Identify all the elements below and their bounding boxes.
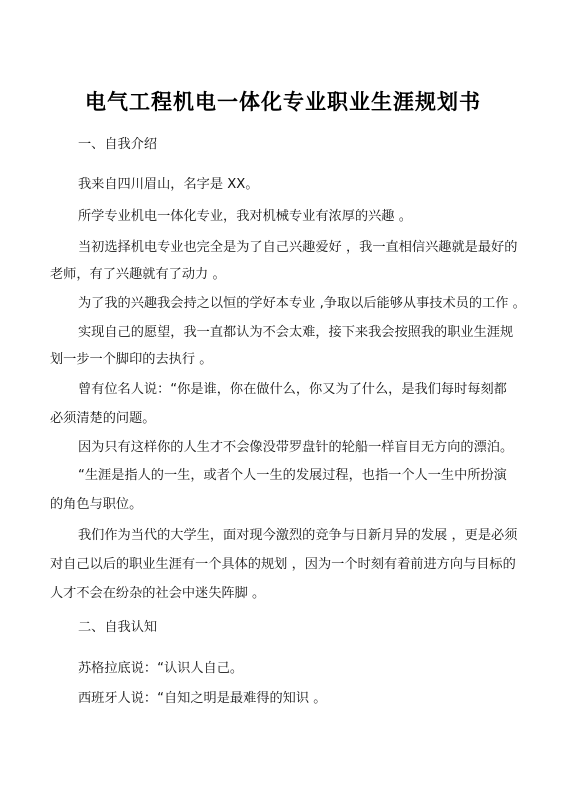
paragraph-line: 当初选择机电专业也完全是为了自己兴趣爱好 ，我一直相信兴趣就是最好的 xyxy=(78,240,518,255)
section-heading-self-awareness: 二、自我认知 xyxy=(78,620,158,635)
paragraph-line: 我来自四川眉山，名字是 XX。 xyxy=(78,177,259,192)
paragraph-line: 我们作为当代的大学生，面对现今激烈的竞争与日新月异的发展 ，更是必须 xyxy=(78,528,518,543)
paragraph-line: 的角色与职位。 xyxy=(50,497,143,512)
paragraph-line: 苏格拉底说：“认识人自己。 xyxy=(78,661,244,676)
paragraph-line: 老师，有了兴趣就有了动力 。 xyxy=(50,267,226,282)
paragraph-line: “生涯是指人的一生，或者个人一生的发展过程，也指一个人一生中所扮演 xyxy=(78,468,507,483)
paragraph-line: 所学专业机电一体化专业，我对机械专业有浓厚的兴趣 。 xyxy=(78,209,412,224)
paragraph-line: 为了我的兴趣我会持之以恒的学好本专业 ,争取以后能够从事技术员的工作 。 xyxy=(78,296,526,311)
paragraph-line: 划一步一个脚印的去执行 。 xyxy=(50,352,213,367)
paragraph-line: 西班牙人说：“自知之明是最难得的知识 。 xyxy=(78,691,327,706)
paragraph-line: 人才不会在纷杂的社会中迷失阵脚 。 xyxy=(50,586,266,601)
document-title: 电气工程机电一体化专业职业生涯规划书 xyxy=(85,89,481,114)
paragraph-line: 必须清楚的问题。 xyxy=(50,411,156,426)
paragraph-line: 曾有位名人说：“你是谁，你在做什么，你又为了什么，是我们每时每刻都 xyxy=(78,382,507,397)
paragraph-line: 因为只有这样你的人生才不会像没带罗盘针的轮船一样盲目无方向的漂泊。 xyxy=(78,440,514,455)
paragraph-line: 对自己以后的职业生涯有一个具体的规划 ，因为一个时刻有着前进方向与目标的 xyxy=(50,557,516,572)
paragraph-line: 实现自己的愿望，我一直都认为不会太难，接下来我会按照我的职业生涯规 xyxy=(78,325,514,340)
section-heading-self-introduction: 一、自我介绍 xyxy=(78,137,158,152)
